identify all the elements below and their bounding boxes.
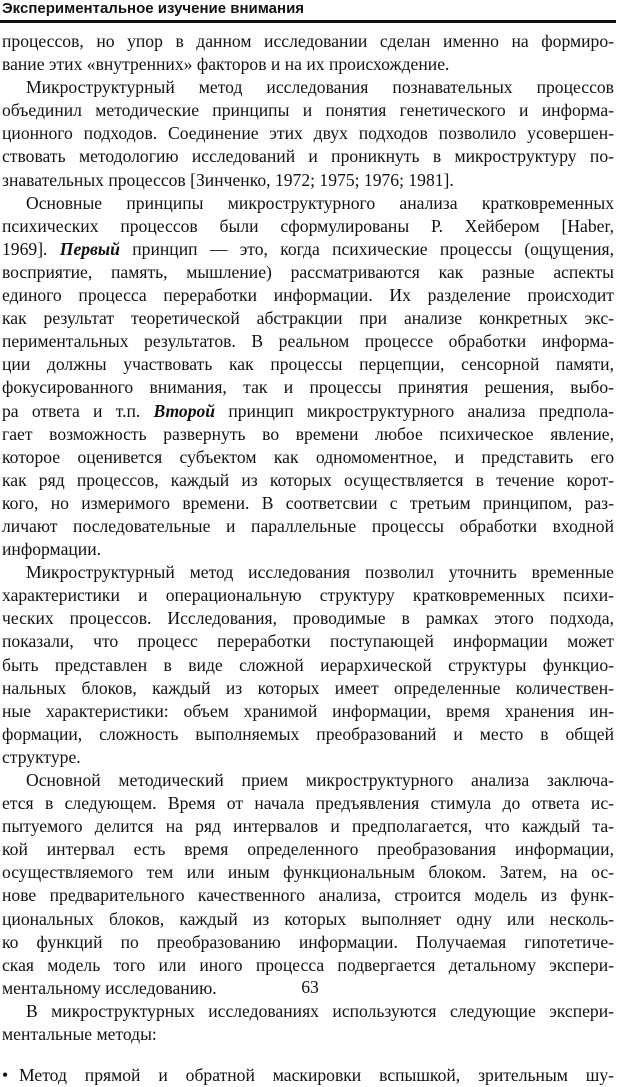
text-line: Основные принципы микроструктурного анализа кратковременных [26,192,614,213]
text-line: личают последовательные и параллельные процессы обработки входной [2,515,614,536]
bullet-marker: • [2,1065,9,1086]
text-line: как ряд процессов, каждый из которых осуществляется в течение корот- [2,469,614,490]
text-line: В микроструктурных исследованиях используются следующие экспери- [26,1000,614,1021]
text-fragment: принцип микроструктурного анализа предпола- [228,400,614,421]
text-line: Микроструктурный метод исследования позволил уточнить временные [26,562,614,583]
text-line: ментальному исследованию. [2,977,217,998]
text-line: Микроструктурный метод исследования познавательных процессов [26,77,614,98]
text-line: психических процессов были сформулированы Р. Хейбером [Haber, [2,215,614,236]
text-line [2,1064,614,1087]
text-fragment: принцип — это, когда психические процессы (ощущения, [132,238,614,259]
paragraph [2,192,614,562]
text-line: Основной методический прием микроструктурного анализа заключа- [26,770,614,790]
text-line: быть представлен в виде сложной иерархической структуры функцио- [2,654,614,675]
text-line: объединил методические принципы и понятия генетического и информа- [2,100,614,121]
text-line: восприятие, память, мышление) рассматриваются как разные аспекты [2,261,614,282]
text-line: характеристики и операциональную структуру кратковременных психи- [2,585,614,606]
bullet-list-item [2,1064,614,1087]
text-line [2,238,614,261]
text-line: формации, сложность выполняемых преобразований и место в общей [2,723,614,744]
emphasis-term: Второй [153,400,216,421]
paragraph [2,76,614,191]
text-fragment: 1969]. [2,238,48,259]
text-line [2,400,614,423]
page-number: 63 [301,977,319,997]
text-line: ется в следующем. Время от начала предъявления стимула до ответа ис- [2,793,614,814]
spacer [2,1046,614,1064]
emphasis-term: Первый [59,238,120,259]
text-line: ствовать методологию исследований и проникнуть в микроструктуру по- [2,146,614,167]
text-line: информации. [2,539,102,560]
text-line: процессов, но упор в данном исследовании сделан именно на формиро- [2,31,614,51]
text-line: ные характеристики: объем хранимой информации, время хранения ин- [2,700,614,721]
text-line: ментальные методы: [2,1024,157,1045]
bullet-text: Метод прямой и обратной маскировки вспышкой, зрительным шу- [19,1065,614,1086]
header-rule [0,20,616,23]
text-line: гает возможность развернуть во времени любое психическое явление, [2,423,614,444]
text-line: периментальных результатов. В реальном процессе обработки информа- [2,331,614,352]
text-line: которое оценивется субъектом как одномоментное, и представить его [2,446,614,467]
text-line: ческих процессов. Исследования, проводимые в рамках этого подхода, [2,608,614,629]
paragraph [2,561,614,769]
text-fragment: ра ответа и т.п. [2,400,141,421]
paragraph [2,769,614,1000]
text-line: пытуемого делится на ряд интервалов и предполагается, что каждый та- [2,816,614,837]
text-line: структуре. [2,746,81,767]
paragraph [2,30,614,76]
text-line: единого процесса переработки информации. Их разделение происходит [2,285,614,306]
running-title: Экспериментальное изучение внимания [2,0,305,17]
text-line: показали, что процесс переработки поступающей информации может [2,631,614,652]
text-line: ская модель того или иного процесса подвергается детальному экспери- [2,954,614,975]
text-line: как результат теоретической абстракции при анализе конкретных экс- [2,308,614,329]
text-line: ции должны участвовать как процессы перцепции, сенсорной памяти, [2,354,614,375]
text-line: циональных блоков, каждый из которых выполняет одну или несколь- [2,908,614,929]
paragraph [2,1000,614,1046]
text-line: ционного подходов. Соединение этих двух подходов позволило усовершен- [2,123,614,144]
text-line: ко функций по преобразованию информации. Получаемая гипотетиче- [2,931,614,952]
text-line: вание этих «внутренних» факторов и на их происхождение. [2,54,450,75]
text-line: фокусированного внимания, так и процессы принятия решения, выбо- [2,377,614,398]
text-line: осуществляемого тем или иным функциональным блоком. Затем, на ос- [2,862,614,883]
text-line: знавательных процессов [Зинченко, 1972; 1975; 1976; 1981]. [2,169,454,190]
body-text [2,30,614,1087]
text-line: кой интервал есть время определенного преобразования информации, [2,839,614,860]
text-line: нове предварительного качественного анализа, строится модель из функ- [2,885,614,906]
text-line: нальных блоков, каждый из которых имеет определенные количествен- [2,677,614,698]
text-line: кого, но измеримого времени. В соответсвии с третьим принципом, раз- [2,492,614,513]
